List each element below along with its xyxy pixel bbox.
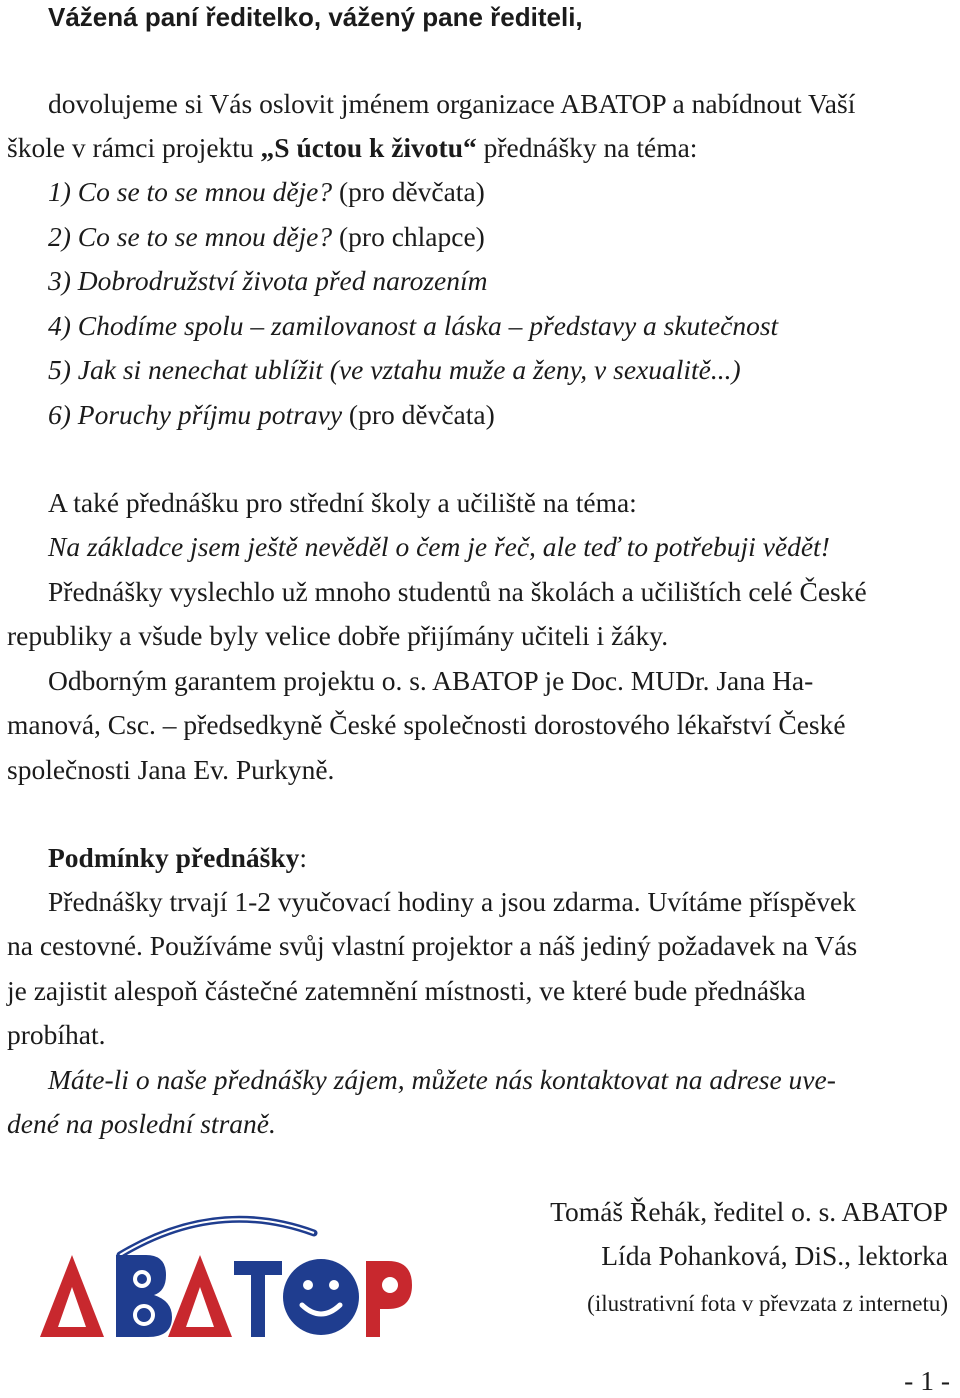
paragraph-line: společnosti Jana Ev. Purkyně. xyxy=(7,754,335,785)
abatop-logo xyxy=(36,1205,416,1345)
greeting: Vážená paní ředitelko, vážený pane řediteli, xyxy=(48,2,583,32)
paragraph-line: probíhat. xyxy=(7,1019,106,1050)
conditions-heading-text: Podmínky přednášky xyxy=(48,842,300,873)
topic-audience: (pro děvčata) xyxy=(342,399,495,430)
intro-line-2-pre: škole v rámci projektu xyxy=(7,132,261,163)
intro-line-1: dovolujeme si Vás oslovit jménem organizace ABATOP a nabídnout Vaší xyxy=(48,88,856,119)
topic-audience: (pro děvčata) xyxy=(332,176,485,207)
list-item xyxy=(48,353,741,387)
topic-title: 1) Co se to se mnou děje? xyxy=(48,176,333,207)
paragraph-line: Přednášky vyslechlo už mnoho studentů na školách a učilištích celé České xyxy=(48,576,867,607)
paragraph-line: republiky a všude byly velice dobře přijímány učiteli i žáky. xyxy=(7,620,669,651)
contact-line: dené na poslední straně. xyxy=(7,1108,276,1139)
secondary-lecture-title: Na základce jsem ještě nevěděl o čem je řeč, ale teď to potřebuji vědět! xyxy=(48,531,830,562)
intro-line-2 xyxy=(7,131,697,165)
topic-title: 2) Co se to se mnou děje? xyxy=(48,221,333,252)
project-name: „S úctou k životu“ xyxy=(260,132,477,163)
topic-title: 4) Chodíme spolu – zamilovanost a láska – představy a skutečnost xyxy=(48,310,779,341)
paragraph-line: manová, Csc. – předsedkyně České společnosti dorostového lékařství České xyxy=(7,709,846,740)
paragraph-line: na cestovné. Používáme svůj vlastní projektor a náš jediný požadavek na Vás xyxy=(7,930,858,961)
list-item xyxy=(48,175,485,209)
paragraph-line: Odborným garantem projektu o. s. ABATOP je Doc. MUDr. Jana Ha- xyxy=(48,665,814,696)
intro-line-2-post: přednášky na téma: xyxy=(476,132,698,163)
paragraph-line: Přednášky trvají 1-2 vyučovací hodiny a jsou zdarma. Uvítáme příspěvek xyxy=(48,886,856,917)
topic-audience: (pro chlapce) xyxy=(332,221,485,252)
paragraph-line: je zajistit alespoň částečné zatemnění místnosti, ve které bude přednáška xyxy=(7,975,806,1006)
list-item xyxy=(48,264,487,298)
contact-line: Máte-li o naše přednášky zájem, můžete nás kontaktovat na adrese uve- xyxy=(48,1064,836,1095)
conditions-heading xyxy=(48,841,307,875)
list-item xyxy=(48,220,485,254)
list-item xyxy=(48,398,495,432)
topic-title: 5) Jak si nenechat ublížit (ve vztahu muže a ženy, v sexualitě...) xyxy=(48,354,741,385)
signature-line-1: Tomáš Řehák, ředitel o. s. ABATOP xyxy=(550,1196,948,1227)
conditions-heading-colon: : xyxy=(299,842,308,873)
list-item xyxy=(48,309,778,343)
secondary-intro: A také přednášku pro střední školy a učiliště na téma: xyxy=(48,487,637,518)
topic-title: 3) Dobrodružství života před narozením xyxy=(48,265,488,296)
page-number: - 1 - xyxy=(904,1365,950,1396)
photo-note: (ilustrativní fota v převzata z internetu) xyxy=(587,1291,948,1316)
topic-title: 6) Poruchy příjmu potravy xyxy=(48,399,343,430)
signature-line-2: Lída Pohanková, DiS., lektorka xyxy=(601,1240,948,1271)
